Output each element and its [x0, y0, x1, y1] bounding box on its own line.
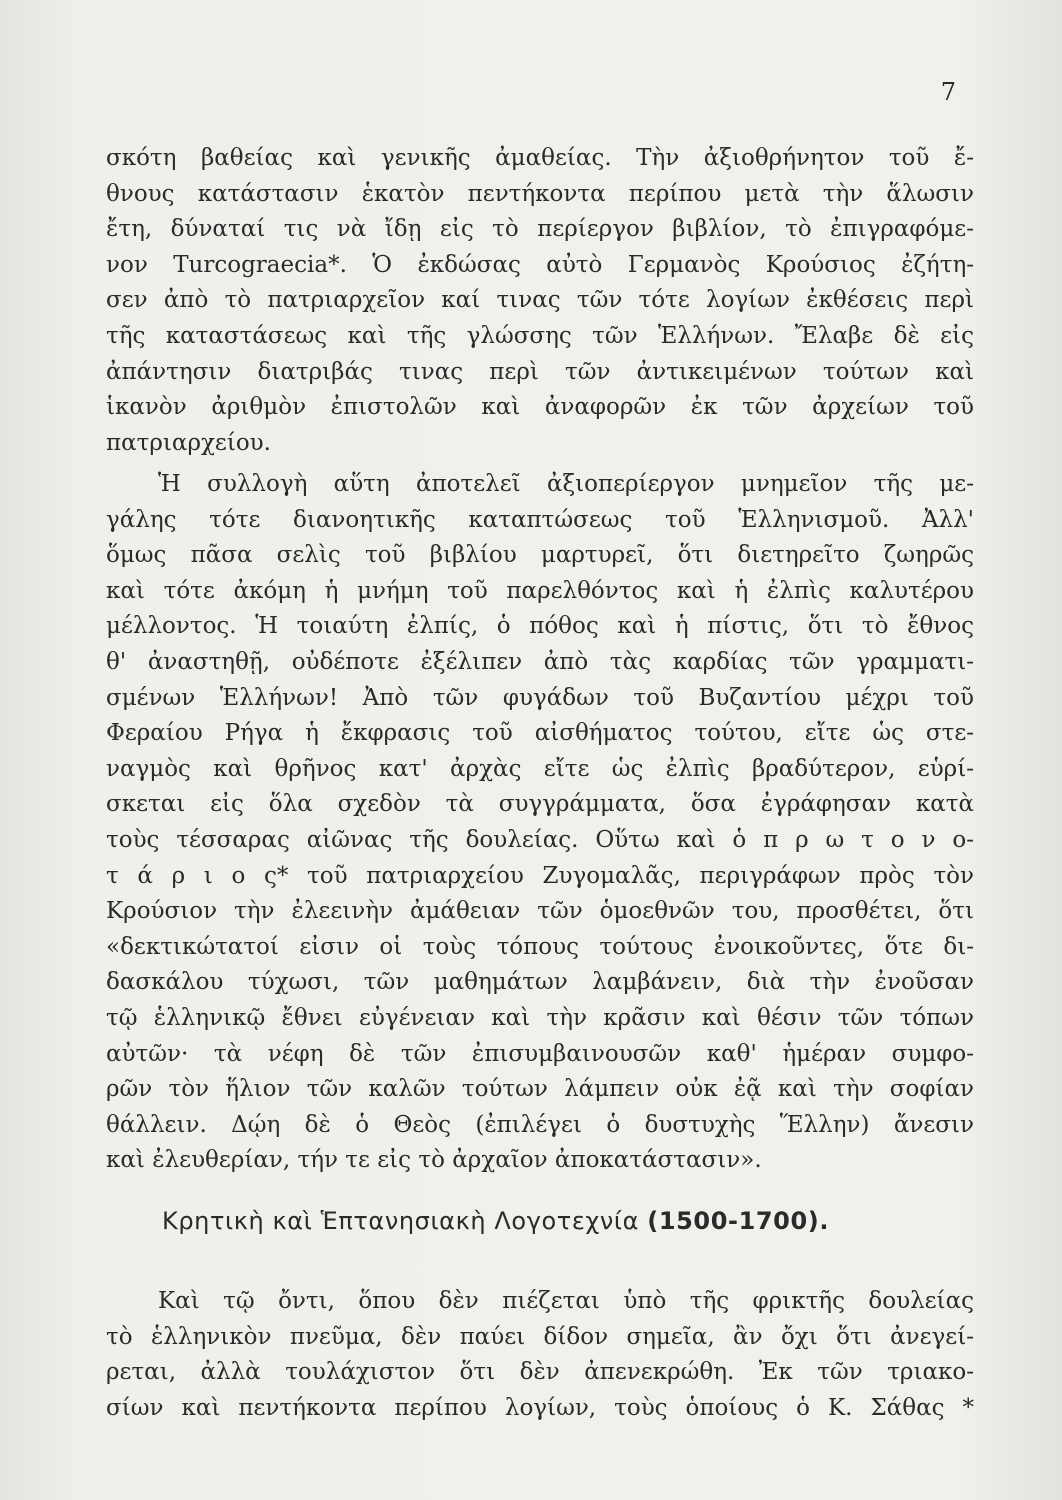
text-line: θ' ἀναστηθῇ, οὐδέποτε ἐξέλιπεν ἀπὸ τὰς καρδίας τῶν γραμματι- — [106, 648, 974, 675]
paragraph-2 — [106, 467, 974, 1179]
text-line: σμένων Ἑλλήνων! Ἀπὸ τῶν φυγάδων τοῦ Βυζαντίου μέχρι τοῦ — [106, 684, 974, 711]
text-line: ρεται, ἀλλὰ τουλάχιστον ὅτι δὲν ἀπενεκρώθη. Ἐκ τῶν τριακο- — [106, 1359, 974, 1386]
section-heading — [162, 1207, 829, 1235]
text-line: ναγμὸς καὶ θρῆνος κατ' ἀρχὰς εἴτε ὡς ἐλπὶς βραδύτερον, εὑρί- — [106, 755, 974, 782]
text-line: δασκάλου τύχωσι, τῶν μαθημάτων λαμβάνειν, διὰ τὴν ἐνοῦσαν — [106, 969, 974, 996]
text-line: γάλης τότε διανοητικῆς καταπτώσεως τοῦ Ἑλληνισμοῦ. Ἀλλ' — [106, 506, 974, 533]
text-line: ἀπάντησιν διατριβάς τινας περὶ τῶν ἀντικειμένων τούτων καὶ — [106, 358, 974, 385]
text-line: σκότη βαθείας καὶ γενικῆς ἀμαθείας. Τὴν ἀξιοθρήνητον τοῦ ἔ- — [106, 145, 974, 171]
text-line: θάλλειν. Δῴη δὲ ὁ Θεὸς (ἐπιλέγει ὁ δυστυχὴς Ἕλλην) ἄνεσιν — [106, 1111, 974, 1138]
section-heading-title: Κρητικὴ καὶ Ἑπτανησιακὴ Λογοτεχνία — [162, 1207, 640, 1235]
text-line: πατριαρχείου. — [106, 429, 271, 456]
text-line: αὐτῶν· τὰ νέφη δὲ τῶν ἐπισυμβαινουσῶν καθ' ἡμέραν συμφο- — [106, 1040, 974, 1067]
text-line: ρῶν τὸν ἥλιον τῶν καλῶν τούτων λάμπειν οὐκ ἐᾷ καὶ τὴν σοφίαν — [106, 1076, 974, 1103]
text-line: ἱκανὸν ἀριθμὸν ἐπιστολῶν καὶ ἀναφορῶν ἐκ τῶν ἀρχείων τοῦ — [106, 394, 974, 421]
text-line: μέλλοντος. Ἡ τοιαύτη ἐλπίς, ὁ πόθος καὶ ἡ πίστις, ὅτι τὸ ἔθνος — [106, 613, 974, 640]
text-line: τ ά ρ ι ο ς* τοῦ πατριαρχείου Ζυγομαλᾶς, περιγράφων πρὸς τὸν — [106, 862, 974, 889]
text-line: καὶ τότε ἀκόμη ἡ μνήμη τοῦ παρελθόντος καὶ ἡ ἐλπὶς καλυτέρου — [106, 577, 974, 604]
text-line: Ἡ συλλογὴ αὕτη ἀποτελεῖ ἀξιοπερίεργον μνημεῖον τῆς με- — [158, 471, 974, 497]
text-line: Φεραίου Ρήγα ἡ ἔκφρασις τοῦ αἰσθήματος τούτου, εἴτε ὡς στε- — [106, 720, 974, 747]
text-line: Καὶ τῷ ὄντι, ὅπου δὲν πιέζεται ὑπὸ τῆς φρικτῆς δουλείας — [158, 1288, 974, 1314]
text-line: σεν ἀπὸ τὸ πατριαρχεῖον καί τινας τῶν τότε λογίων ἐκθέσεις περὶ — [106, 287, 974, 314]
section-heading-dates: (1500-1700). — [647, 1207, 830, 1235]
text-line: θνους κατάστασιν ἑκατὸν πεντήκοντα περίπου μετὰ τὴν ἅλωσιν — [106, 180, 974, 207]
text-line: σκεται εἰς ὅλα σχεδὸν τὰ συγγράμματα, ὅσα ἐγράφησαν κατὰ — [106, 791, 974, 818]
text-line: τοὺς τέσσαρας αἰῶνας τῆς δουλείας. Οὕτω καὶ ὁ π ρ ω τ ο ν ο- — [106, 826, 974, 853]
paragraph-1 — [106, 141, 974, 461]
page-number: 7 — [940, 78, 957, 106]
text-line: τὸ ἑλληνικὸν πνεῦμα, δὲν παύει δίδον σημεῖα, ἂν ὄχι ὅτι ἀνεγεί- — [106, 1323, 974, 1350]
text-line: ὅμως πᾶσα σελὶς τοῦ βιβλίου μαρτυρεῖ, ὅτι διετηρεῖτο ζωηρῶς — [106, 542, 974, 569]
paragraph-3 — [106, 1284, 974, 1426]
text-line: «δεκτικώτατοί εἰσιν οἱ τοὺς τόπους τούτους ἐνοικοῦντες, ὅτε δι- — [106, 933, 974, 960]
text-line: τῷ ἑλληνικῷ ἔθνει εὐγένειαν καὶ τὴν κρᾶσιν καὶ θέσιν τῶν τόπων — [106, 1004, 974, 1031]
text-line: ἔτη, δύναταί τις νὰ ἴδῃ εἰς τὸ περίεργον βιβλίον, τὸ ἐπιγραφόμε- — [106, 216, 974, 243]
text-line: σίων καὶ πεντήκοντα περίπου λογίων, τοὺς ὁποίους ὁ Κ. Σάθας * — [106, 1394, 974, 1421]
text-line: νον Turcograecia*. Ὁ ἐκδώσας αὐτὸ Γερμανὸς Κρούσιος ἐζήτη- — [106, 251, 974, 278]
text-line: καὶ ἐλευθερίαν, τήν τε εἰς τὸ ἀρχαῖον ἀποκατάστασιν». — [106, 1147, 762, 1174]
text-line: Κρούσιον τὴν ἐλεεινὴν ἀμάθειαν τῶν ὁμοεθνῶν του, προσθέτει, ὅτι — [106, 898, 974, 925]
text-line: τῆς καταστάσεως καὶ τῆς γλώσσης τῶν Ἑλλήνων. Ἔλαβε δὲ εἰς — [106, 322, 974, 349]
